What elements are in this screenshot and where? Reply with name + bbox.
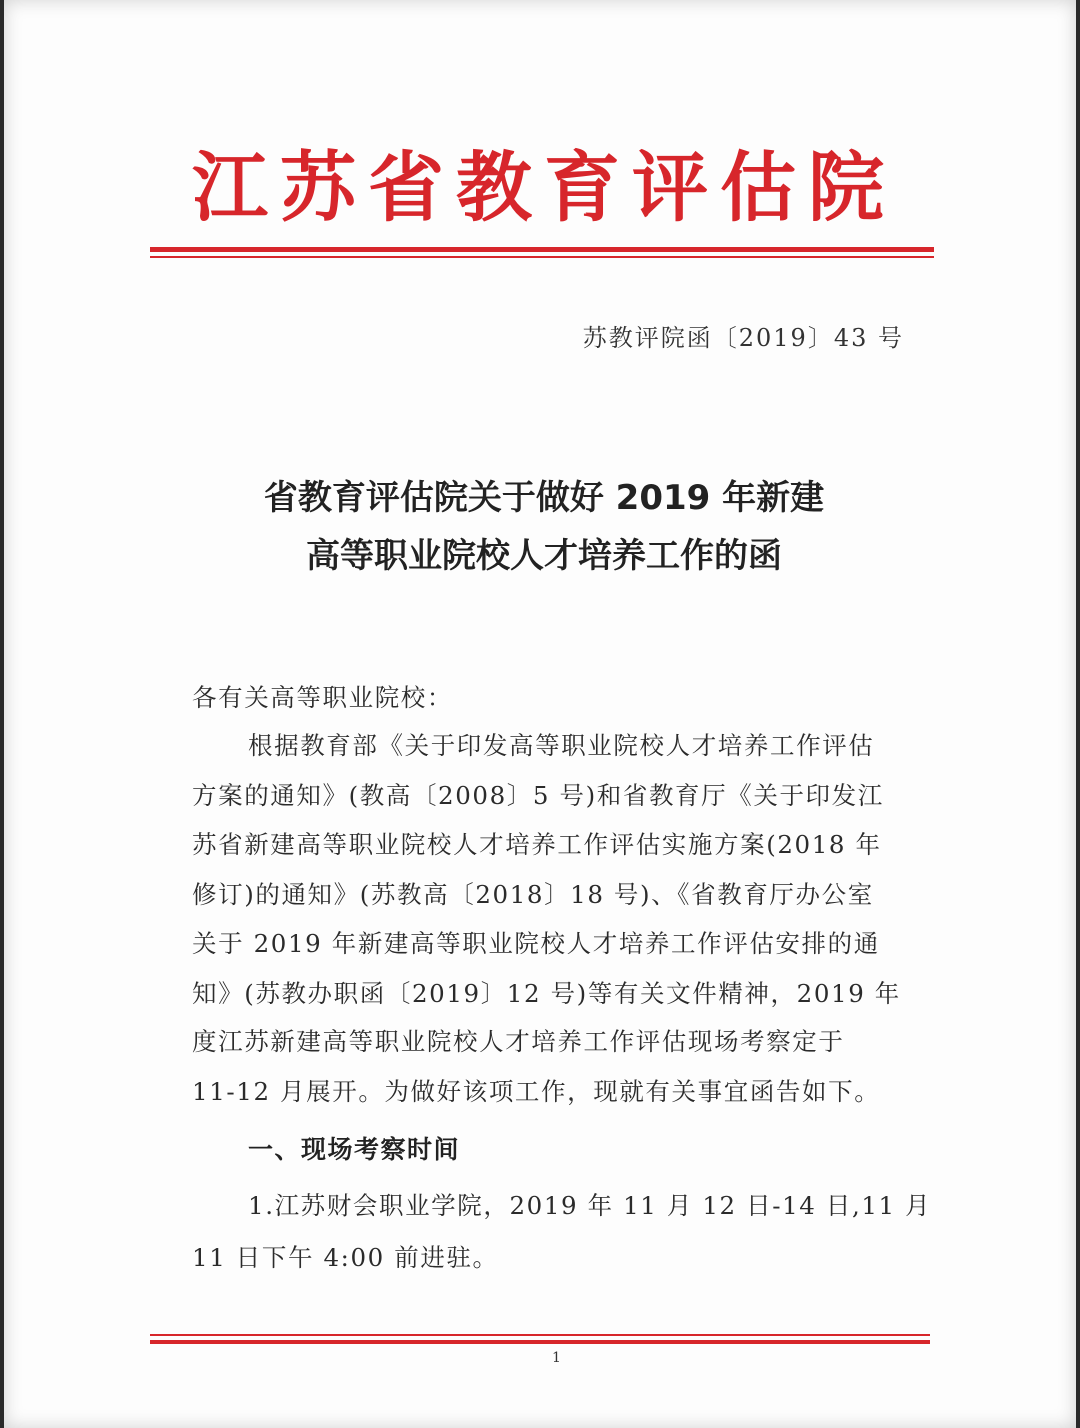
- document-number: 苏教评院函〔2019〕43 号: [582, 324, 904, 352]
- salutation: 各有关高等职业院校：: [192, 683, 453, 712]
- section-heading: 一、现场考察时间: [248, 1135, 461, 1164]
- footer-rule-thick: [150, 1340, 930, 1344]
- document-title-line-1: 省教育评估院关于做好 2019 年新建: [263, 478, 825, 518]
- section-item-line: 1.江苏财会职业学院，2019 年 11 月 12 日-14 日,11 月: [248, 1191, 932, 1220]
- body-line: 11-12 月展开。为做好该项工作，现就有关事宜函告如下。: [192, 1077, 881, 1106]
- section-item-line: 11 日下午 4:00 前进驻。: [192, 1243, 499, 1272]
- body-line: 苏省新建高等职业院校人才培养工作评估实施方案(2018 年: [192, 830, 882, 859]
- body-line: 关于 2019 年新建高等职业院校人才培养工作评估安排的通: [192, 929, 880, 958]
- body-line: 根据教育部《关于印发高等职业院校人才培养工作评估: [248, 731, 875, 760]
- letterhead-rule-thin: [150, 256, 934, 258]
- body-line: 知》(苏教办职函〔2019〕12 号)等有关文件精神，2019 年: [192, 979, 901, 1008]
- footer-rule-thin: [150, 1334, 930, 1336]
- letterhead-institution-name: 江苏省教育评估院: [192, 143, 896, 232]
- body-line: 方案的通知》(教高〔2008〕5 号)和省教育厅《关于印发江: [192, 781, 884, 810]
- document-page: [4, 0, 1076, 1428]
- document-title-line-2: 高等职业院校人才培养工作的函: [306, 536, 782, 576]
- letterhead-rule-thick: [150, 247, 934, 252]
- page-number: 1: [552, 1350, 561, 1366]
- body-line: 修订)的通知》(苏教高〔2018〕18 号)、《省教育厅办公室: [192, 880, 874, 909]
- body-line: 度江苏新建高等职业院校人才培养工作评估现场考察定于: [192, 1027, 845, 1056]
